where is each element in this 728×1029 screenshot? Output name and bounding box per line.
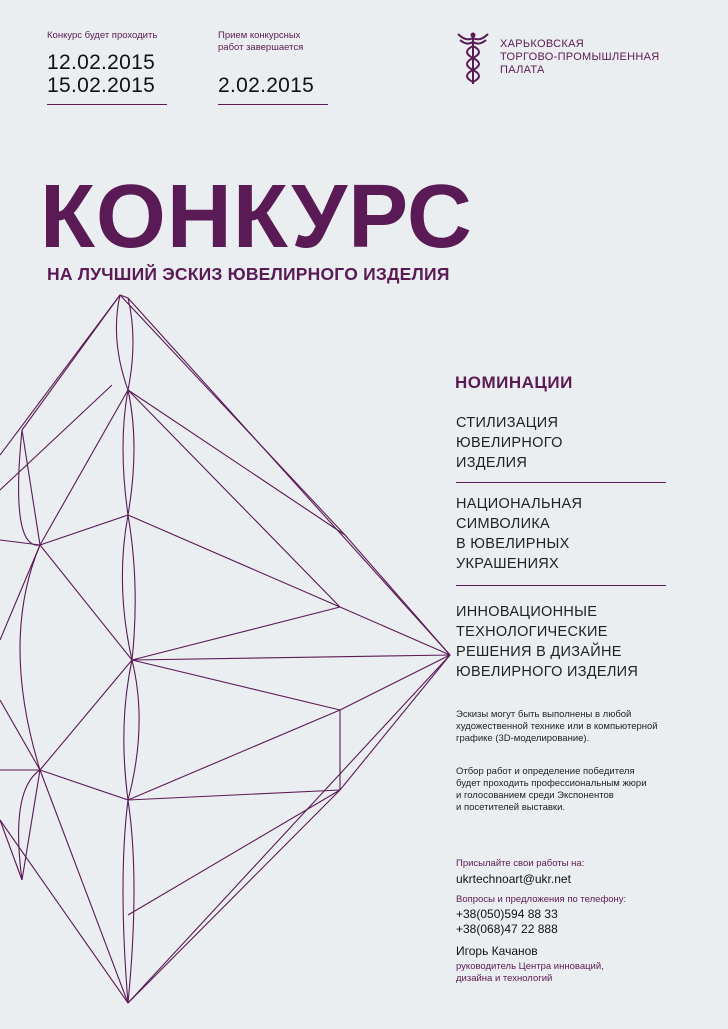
org-name-line1: ХАРЬКОВСКАЯ	[500, 38, 584, 50]
contact-person-position	[456, 961, 604, 985]
nomination-2-line: В ЮВЕЛИРНЫХ	[456, 536, 570, 552]
page-subtitle: НА ЛУЧШИЙ ЭСКИЗ ЮВЕЛИРНОГО ИЗДЕЛИЯ	[47, 264, 450, 284]
nominations-heading: НОМИНАЦИИ	[455, 373, 573, 392]
info-line: художественной технике или в компьютерной	[456, 721, 658, 732]
caduceus-icon	[456, 30, 490, 86]
deadline-label	[218, 30, 303, 54]
nomination-3-line: ЮВЕЛИРНОГО ИЗДЕЛИЯ	[456, 664, 639, 680]
deadline-label-line1: Прием конкурсных	[218, 30, 301, 41]
nomination-divider-2	[456, 585, 666, 586]
nomination-item-3	[456, 602, 638, 682]
org-name-line3: ПАЛАТА	[500, 64, 545, 76]
nomination-2-line: УКРАШЕНИЯХ	[456, 556, 560, 572]
nomination-item-2	[456, 494, 582, 574]
nomination-3-line: ИННОВАЦИОННЫЕ	[456, 604, 598, 620]
info-line: будет проходить профессиональным жюри	[456, 778, 647, 789]
send-works-label: Присылайте свои работы на:	[456, 858, 585, 869]
contact-person-name: Игорь Качанов	[456, 944, 538, 958]
phone-number-2: +38(068)47 22 888	[456, 922, 558, 936]
org-name-line2: ТОРГОВО-ПРОМЫШЛЕННАЯ	[500, 51, 660, 63]
info-paragraph-1	[456, 709, 658, 745]
contest-end-date: 15.02.2015	[47, 74, 156, 97]
org-name	[500, 38, 659, 77]
info-line: и посетителей выставки.	[456, 802, 566, 813]
nomination-1-line: СТИЛИЗАЦИЯ	[456, 415, 559, 431]
nomination-1-line: ИЗДЕЛИЯ	[456, 455, 528, 471]
position-line: дизайна и технологий	[456, 973, 553, 984]
dates-underline	[47, 104, 167, 105]
nomination-3-line: ТЕХНОЛОГИЧЕСКИЕ	[456, 624, 608, 640]
nomination-2-line: НАЦИОНАЛЬНАЯ	[456, 496, 583, 512]
phone-number-1: +38(050)594 88 33	[456, 907, 558, 921]
nomination-item-1	[456, 413, 563, 473]
nomination-2-line: СИМВОЛИКА	[456, 516, 551, 532]
contest-dates-label: Конкурс будет проходить	[47, 30, 158, 41]
info-line: и голосованием среди Экспонентов	[456, 790, 614, 801]
deadline-date: 2.02.2015	[218, 74, 315, 97]
info-paragraph-2	[456, 766, 647, 814]
nomination-1-line: ЮВЕЛИРНОГО	[456, 435, 563, 451]
info-line: Эскизы могут быть выполнены в любой	[456, 709, 632, 720]
nomination-3-line: РЕШЕНИЯ В ДИЗАЙНЕ	[456, 644, 622, 660]
info-line: графике (3D-моделирование).	[456, 733, 590, 744]
position-line: руководитель Центра инноваций,	[456, 961, 604, 972]
info-line: Отбор работ и определение победителя	[456, 766, 635, 777]
page-title: КОНКУРС	[40, 167, 473, 267]
deadline-label-line2: работ завершается	[218, 42, 304, 53]
contact-email-link[interactable]: ukrtechnoart@ukr.net	[456, 872, 571, 886]
phone-label: Вопросы и предложения по телефону:	[456, 894, 627, 905]
contest-start-date: 12.02.2015	[47, 51, 156, 74]
deadline-underline	[218, 104, 328, 105]
nomination-divider-1	[456, 482, 666, 483]
